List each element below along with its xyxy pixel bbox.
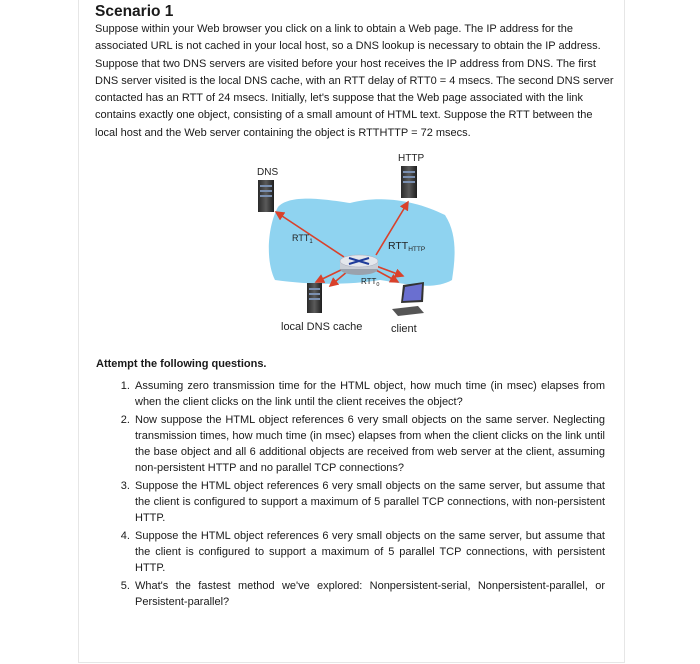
intro-line: contacted has an RTT of 24 msecs. Initially, let's suppose that the Web page associated with the link (95, 92, 584, 105)
rtt-http-label: RTTHTTP (388, 240, 426, 253)
questions-list (95, 378, 605, 612)
network-diagram (240, 145, 460, 340)
intro-line: Suppose within your Web browser you click on a link to obtain a Web page. The IP address for the (95, 23, 573, 35)
intro-line: DNS server visited is the local DNS cache, with an RTT delay of RTT0 = 4 msecs. The second DNS server (95, 74, 614, 87)
questions-heading: Attempt the following questions. (96, 358, 267, 370)
local-dns-server-icon (307, 283, 322, 313)
dns-label: DNS (257, 167, 279, 178)
rtt0-label: $RTT_0$ (361, 277, 380, 288)
dns-server-icon (258, 180, 274, 212)
router-icon (340, 255, 378, 275)
client-label: client (391, 323, 417, 335)
question-item: 3. Suppose the HTML object references 6 very small objects on the same server, but assume that the client is configured to support a maximum of 5 parallel TCP connections, with non-persistent HTTP. (133, 478, 605, 526)
question-item: 5. What's the fastest method we've explored: Nonpersistent-serial, Nonpersistent-parallel, or Persistent-parallel? (133, 578, 605, 610)
question-item: 1. Assuming zero transmission time for the HTML object, how much time (in msec) elapses from when the client clicks on the link until the client receives the object? (133, 378, 605, 410)
question-item: 4. Suppose the HTML object references 6 very small objects on the same server, but assume that the client is configured to support a maximum of 5 parallel TCP connections, with persistent HTTP. (133, 528, 605, 576)
rtt1-label: $RTT_1$ (292, 233, 313, 245)
scenario-title: Scenario 1 (95, 3, 174, 20)
intro-line: Suppose that two DNS servers are visited before your host receives the IP address from DNS. The first (95, 57, 596, 70)
intro-line: local host and the Web server containing the object is RTTHTTP = 72 msecs. (95, 126, 471, 139)
client-computer-icon (392, 282, 424, 316)
http-server-icon (401, 166, 417, 198)
question-item: 2. Now suppose the HTML object references 6 very small objects on the same server. Neglecting transmission times, how much time (in msec) elapses from when the client clicks on the link until the base object and all 6 additional objects are received from web server at the client, assuming non-persistent HTTP and no parallel TCP connections? (133, 412, 605, 476)
intro-line: contains exactly one object, consisting of a small amount of HTML text. Suppose the RTT between the (95, 109, 593, 122)
scenario-description (95, 21, 615, 142)
http-label: HTTP (398, 153, 425, 164)
local-dns-cache-label: local DNS cache (281, 321, 363, 333)
intro-line: associated URL is not cached in your local host, so a DNS lookup is necessary to obtain the IP address. (95, 40, 601, 53)
